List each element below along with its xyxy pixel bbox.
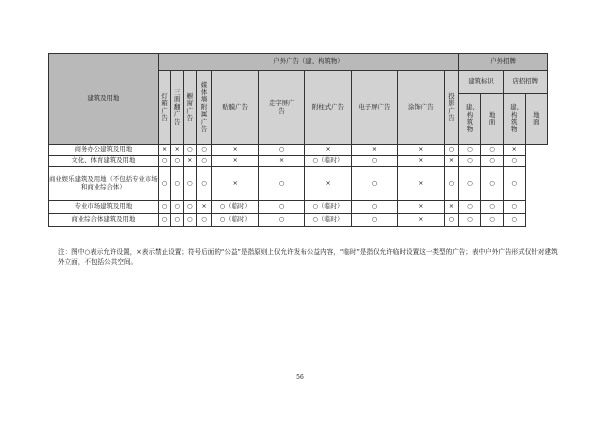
table-cell: ○ [444,145,459,156]
row-label: 文化、体育建筑及用地 [49,156,159,167]
row-label: 商务办公建筑及用地 [49,145,159,156]
table-cell: ○ [351,201,397,214]
sub-header-building-sign: 建筑标识 [459,71,503,94]
table-row [49,167,548,201]
col-header-media-wall: 媒体墙附属广告 [196,71,212,145]
sub-col-building-ground: 地面 [481,94,503,145]
table-cell: ○ [258,145,304,156]
table-cell: ○（临时） [212,201,258,214]
sub-col-shop-structure: 建、构筑物 [503,94,525,145]
table-cell: ○ [196,167,212,201]
table-cell: ○ [503,167,525,201]
table-cell: ○ [459,145,481,156]
table-cell: × [351,145,397,156]
col-header-projection: 投影广告 [444,71,459,145]
table-cell: ○ [196,145,212,156]
table-cell: ○（临时） [305,214,351,227]
table-cell: ○ [158,156,171,167]
table-cell: × [158,145,171,156]
table-cell: ○ [158,201,171,214]
footnote: 注：图中○表示允许设置，×表示禁止设置；符号后面的“公益”是指原则上仅允许发布公益内容，“临时”是指仅允许临时设置这一类型的广告；表中户外广告形式仅针对建筑外立面，不包括公共空间。 [58,248,558,266]
table-cell: × [503,145,525,156]
table-cell: ○（临时） [305,201,351,214]
table-cell: ○ [171,156,184,167]
col-header-column-attached: 附柱式广告 [305,71,351,145]
table-cell: ○ [258,201,304,214]
row-label: 专业市场建筑及用地 [49,201,159,214]
table-row [49,201,548,214]
table-cell: ○ [481,167,503,201]
table-cell: ○ [171,214,184,227]
table-cell: ○ [196,214,212,227]
col-header-lightbox: 灯箱广告 [158,71,171,145]
col-header-film: 贴膜广告 [212,71,258,145]
table-cell: ○ [459,156,481,167]
table-cell: ○ [184,201,197,214]
table-cell: ○ [158,214,171,227]
table-cell: × [258,156,304,167]
row-label: 商业综合体建筑及用地 [49,214,159,227]
table-cell: ○ [481,214,503,227]
table-cell: × [444,201,459,214]
table-cell: ○ [444,167,459,201]
table-cell: × [212,167,258,201]
col-header-scrolling-screen: 走字屏广告 [258,71,304,145]
table-cell: ○ [258,214,304,227]
table-cell: ○ [459,167,481,201]
table-cell: ○ [171,167,184,201]
table-row [49,145,548,156]
table-cell: ○ [481,201,503,214]
table-cell: × [212,156,258,167]
table-cell: × [171,145,184,156]
table-cell: × [398,167,444,201]
table-cell: ○ [184,145,197,156]
table-cell: × [398,145,444,156]
col-header-window: 橱窗广告 [184,71,197,145]
table-cell: ○ [459,214,481,227]
advertising-regulation-table [48,53,548,227]
table-row [49,156,548,167]
table-cell: ○ [351,167,397,201]
table-cell: × [398,156,444,167]
table-cell: ○（临时） [305,156,351,167]
table-cell: ○ [503,214,525,227]
table-cell: ○ [351,156,397,167]
group-header-signage: 户外招牌 [459,54,548,71]
col-header-electronic-screen: 电子屏广告 [351,71,397,145]
table-cell: ○ [258,167,304,201]
table-cell: × [444,156,459,167]
table-cell: × [398,214,444,227]
page-number: 56 [296,374,304,381]
col-header-trivision: 三面翻广告 [171,71,184,145]
table-cell: ○ [481,145,503,156]
table-cell: ○ [444,214,459,227]
table-cell: ○ [503,201,525,214]
table-cell: ○ [158,167,171,201]
sub-col-building-structure: 建、构筑物 [459,94,481,145]
table-cell: × [184,156,197,167]
table-cell: × [305,145,351,156]
table-cell: ○ [481,156,503,167]
group-header-outdoor-ad: 户外广告（建、构筑物） [158,54,459,71]
table-cell: ○ [184,167,197,201]
sub-col-shop-ground: 地面 [525,94,547,145]
table-row [49,214,548,227]
table-cell: ○（临时） [212,214,258,227]
table-cell: × [212,145,258,156]
table-cell: ○ [184,214,197,227]
table-cell: ○ [171,201,184,214]
table-cell: ○ [196,156,212,167]
sub-header-shop-sign: 店招招牌 [503,71,547,94]
table-body [49,145,548,227]
corner-header: 建筑及用地 [49,54,159,145]
table-cell: × [305,167,351,201]
table-cell: ○ [351,214,397,227]
table-cell: ○ [503,156,525,167]
col-header-painted: 涂饰广告 [398,71,444,145]
row-label: 商业娱乐建筑及用地（不包括专业市场和商业综合体） [49,167,159,201]
table-cell: × [196,201,212,214]
table-cell: × [398,201,444,214]
table-cell: ○ [459,201,481,214]
